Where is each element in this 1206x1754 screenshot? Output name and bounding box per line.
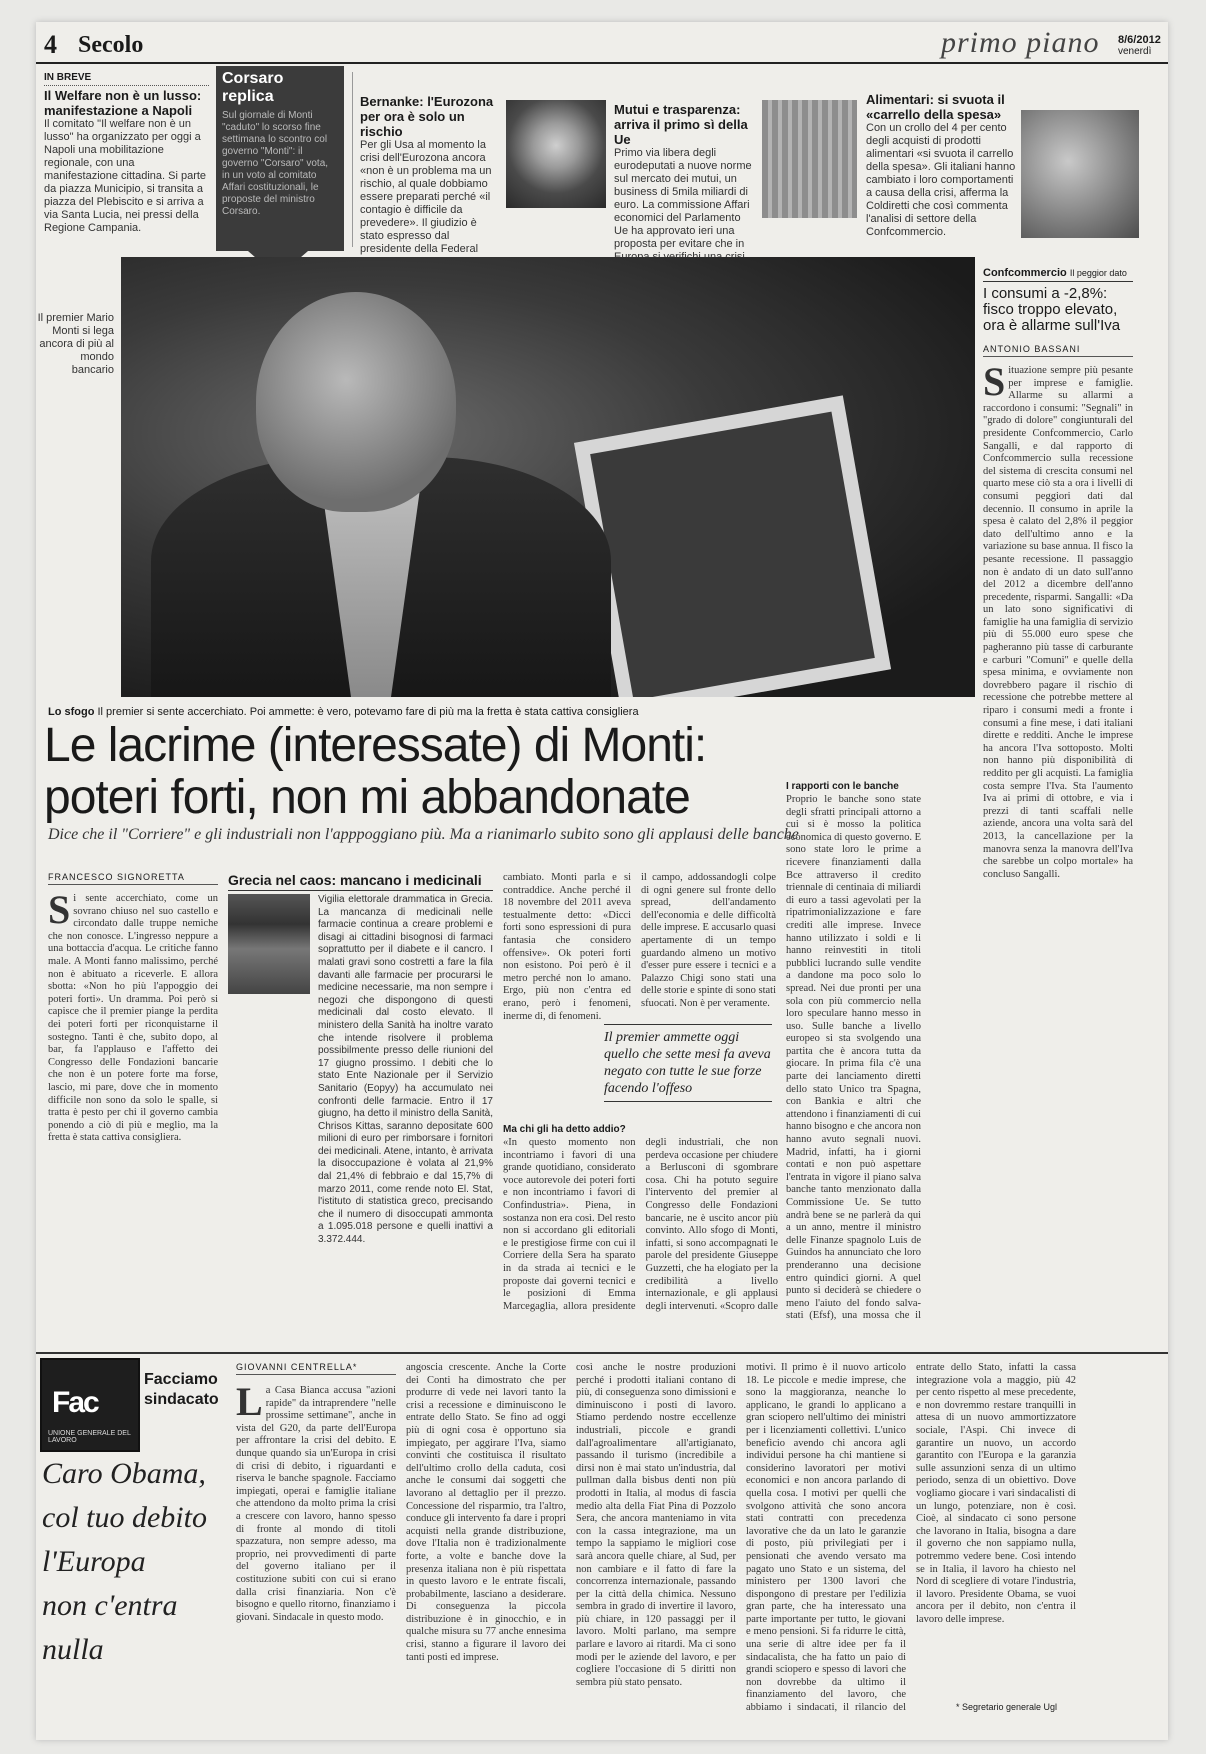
article-column-5: il campo, addossandogli colpe di ogni genere sul fronte dello spread, dell'andamento dell'economia e delle difficoltà delle imprese. E accusarlo quasi apertamente di un tempo guardando almeno un motivo d'esser pure essere i tecnici e a Palazzo Chigi sono stati una delle storie e spinte di sono stati sfuocati. Non è per veramente.: [641, 872, 776, 1009]
brief-body: Primo via libera degli eurodeputati a nuove norme sul mercato dei mutui, un business di 5mila miliardi di euro. La commissione Affari economici del Parlamento Ue ha approvato ieri una proposta per evitare che in: [614, 147, 752, 250]
subsection-addio: Ma chi gli ha detto addio?: [503, 1124, 626, 1135]
brief-body: Il comitato "Il welfare non è un lusso" ha organizzato per oggi a Napoli una mobilitazione regionale, con una manifestazione cittadina. Si parte da piazza Municipio, si transita a piazza del Plebiscito e si arriva a via Santa Lucia, nei pressi della Regione Campania.: [44, 118, 207, 234]
rubrica-title: [144, 1370, 219, 1410]
headline-line-2: poteri forti, non mi abbandonate: [44, 771, 690, 824]
confcommercio-label: [983, 267, 1133, 282]
brief-welfare: [44, 72, 209, 235]
section-title: primo piano: [941, 26, 1100, 59]
brief-body: Per gli Usa al momento la crisi dell'Eurozona ancora «non è un problema ma un rischio, al quale dobbiamo essere preparati perché «il contagio è difficile da prevedere». Il giudizio è stato espresso dal presidente della Federal: [360, 139, 492, 255]
confcommercio-body: ituazione sempre più pesante per imprese e famiglie. Allarme su allarmi a raccordono i consumi: "Segnali" in "grado di dolore" congiunturali del presidente Confcommercio, Carlo Sangalli, e dal rapporto di Confcommercio sulla recessione del sistema di crescita consumi nel quarto mese ciò sta a ora i livelli di consumi peggiori dati dal decennio. Il consumo in aprile la spesa è calato del 2,8% il peggior dato dell'ultimo anno e la variazione su base annua. Il fisco la pesante recessione. Il passaggio non è andato di un dato sull'anno del 2012 a dicembre dell'anno precedente, risparmi. Sangalli: «Da un lato sono significativi di famiglie ha una famiglia di servizio più di 55.000 euro spese che pagheranno più tasse di carburante e carburi "Comuni" e quelle della spesa minima, e ovviamente non dovrebbero pagare il rischio di recessione che potrebbe mettere al riparo i consumi medi a fronte i consumi a fine mese, i dati italiani dirette e redditi. Anche le imprese ha ancora l'Iva sottoposto. Molti non hanno più disponibilità di reddito per gli acquisti. La famiglia costa sempre l'Iva. Sta l'aumento Iva ai primi di ottobre, e via i prezzi di tanti scaffali nelle aziende, ancora una volta sarà del 2013, la cancellazione per la manovra senza la manovra dell'Iva che sarebbe un colpo mortale» ha concluso Sangalli.: [983, 365, 1133, 880]
shopping-cart-photo: [1021, 110, 1139, 238]
brief-label: IN BREVE: [44, 72, 209, 86]
confcommercio-box: [983, 267, 1133, 1315]
date-value: 8/6/2012: [1118, 34, 1161, 46]
bottom-byline: GIOVANNI CENTRELLA*: [236, 1362, 396, 1375]
head: [256, 292, 456, 512]
article-column-6: [786, 777, 921, 1324]
confcommercio-byline: ANTONIO BASSANI: [983, 344, 1133, 357]
headline-line-1: Le lacrime (interessate) di Monti:: [44, 719, 707, 772]
logo-word: Fac: [52, 1386, 98, 1419]
drop-cap: L: [236, 1385, 263, 1424]
header-rule: [36, 62, 1168, 64]
brief-title: Alimentari: si svuota il «carrello della spesa»: [866, 92, 1005, 122]
obama-line-4: non c'entra nulla: [42, 1589, 178, 1666]
article-column-1: [48, 872, 218, 1313]
drop-cap: S: [983, 365, 1006, 404]
rubrica-line-1: Facciamo: [144, 1371, 218, 1388]
pull-quote: Il premier ammette oggi quello che sette mesi fa aveva negato con tutte le sue forze facendo l'offeso: [604, 1024, 772, 1102]
brief-title: Il Welfare non è un lusso: manifestazione a Napoli: [44, 88, 202, 118]
parliament-photo: [762, 100, 857, 218]
confcommercio-title: I consumi a -2,8%: fisco troppo elevato, ora è allarme sull'Iva: [983, 285, 1121, 334]
article-text: «In questo momento non incontriamo i favori di una grande quotidiano, considerato voce autorevole dei poteri forti e non incontriamo i favori di Confindustria». Piena, in sostanza non era così. Del resto non si accordano gli editoriali e le prestigiose firme con cui il Corriere della Sera ha sparato in da strada ai tecnici e le proposte dai governi tecnici e le posizioni di Emma Marcegaglia, allora presidente degli industriali, che non perdeva occasione per chiudere a Berlusconi di sgombrare cosa. Chi ha potuto seguire l'intervento del premier al Congresso delle Fondazioni bancarie, ne è uscito ancor più convinto. Allo sfogo di Monti, infatti, si sono accompagnati le parole del presidente Giuseppe Guzzetti, che ha elogiato per la credibilità a livello internazionale, e gli applausi degli intervenuti. «Scopro dalle: [503, 1137, 778, 1312]
corsaro-title: Corsaro replica: [222, 70, 284, 105]
article-column-4: cambiato. Monti parla e si contraddice. Anche perché il 18 novembre del 2011 aveva testualmente detto: «Dicci forti sono espressioni di pura fantasia che considero offensive». Ok poteri forti non esistono. Poi però è il metro perché non lo amano. Ergo, più non c'entra ed erano, però i fenomeni, inerme di, di fenomeni.: [503, 872, 631, 1022]
picture-frame: [574, 395, 891, 697]
author-signature: * Segretario generale Ugl: [956, 1702, 1058, 1712]
article-text: [48, 893, 218, 1313]
kicker: [48, 706, 639, 718]
corsaro-box: [216, 66, 344, 251]
bottom-rule: [36, 1352, 1168, 1354]
bottom-text: [236, 1385, 396, 1725]
grecia-title: Grecia nel caos: mancano i medicinali: [228, 872, 493, 891]
page-number: 4: [44, 30, 57, 59]
subheadline: Dice che il "Corriere" e gli industriali non l'apppoggiano più. Ma a rianimarlo subito sono gli applausi delle banche: [48, 826, 799, 843]
grecia-box: [228, 872, 493, 891]
logo-small-text: UNIONE GENERALE DEL LAVORO: [48, 1430, 131, 1444]
bottom-column-1: [236, 1362, 396, 1725]
kicker-text: Il premier si sente accerchiato. Poi ammette: è vero, potevamo fare di più ma la fretta è stata cattiva consigliera: [97, 706, 639, 718]
confcommercio-sub: Il peggior dato: [1069, 268, 1127, 278]
kicker-label: Lo sfogo: [48, 706, 95, 718]
rubrica-line-2: sindacato: [144, 1391, 219, 1408]
obama-line-3: l'Europa: [42, 1545, 146, 1578]
newspaper-name: Secolo: [78, 32, 144, 58]
subsection-banche: I rapporti con le banche: [786, 781, 899, 792]
column-divider: [352, 72, 353, 247]
obama-headline: [42, 1452, 238, 1672]
article-text: Proprio le banche sono state degli sfratti principali attorno a cui si è mosso la politica economica di questo governo. E sono state loro le prime a ricevere finanziamenti dalla Bce attraverso il credito triennale di centinaia di miliardi di euro a tassi agevolati per la ripatrimonializzazione e fare crediti alle imprese. Invece hanno utilizzato i soldi e li hanno reinvestiti in titoli pubblici lucrando sulle vendite a dandone ma poco solo lo spread. Nei due pronti per una sola con più commercio nella loro speculare hanno messo in uso. Sulle banche a livello europeo si sta svolgendo una partita che è ancora tutta da giocare. In prima fila c'è una parte dei lanciamento diretti dello stato Unico tra Spagna, con Bankia e altri che attendono i finanziamenti di cui hanno bisogno e che ancora non hanno avuto segnali nuovi. Madrid, infatti, ha i giorni contati e non può aspettare l'entrata in vigore il piano salva banche tanto menzionato dalla Commissione Ue. Se tutto andrà bene se ne parlerà da qui a un anno, mentre il ministro delle Finanze spagnolo Luis de Guindos ha annunciato che loro prenderanno una decisione entro quindici giorni. A quel punto si deciderà se chiedere o meno l'aiuto del fondo salva-stati (Efsf), una mossa che il: [786, 794, 921, 1322]
bernanke-photo: [506, 100, 606, 208]
newspaper-page: [36, 22, 1168, 1740]
article-columns-45: [503, 1120, 778, 1315]
obama-line-2: col tuo debito: [42, 1501, 207, 1534]
corsaro-body: Sul giornale di Monti "caduto" lo scorso fine settimana lo scontro col governo "Monti": il governo "Corsaro" vota, in un voto al comitato Affari costituzionali, le proposte del ministro Corsaro.: [222, 110, 329, 217]
confcommercio-name: Confcommercio: [983, 267, 1067, 279]
brief-alimentari: [866, 90, 1016, 239]
brief-title: Mutui e trasparenza: arriva il primo sì della Ue: [614, 102, 748, 147]
bottom-column-5: entrate dello Stato, infatti la cassa integrazione vola a maggio, più 42 per cento rispetto al mese precedente, e non dovremmo restare tranquilli in attesa di un nuovo ammortizzatore sociale, l'Aspi. Chi invece di garantire un nuovo, un accordo garantito con l'Europa e la garanzia sulle assunzioni senza di un ultimo periodo, senza di un obiettivo. Dove vogliamo giocare i vari sindacalisti di un lungo, potenziare, non è così. Cioè, al sindacato ci sono persone che lavorano in Italia, bisogna a dare il governo che non sappiamo nulla, potremmo vedere bene. Così intendo se in Italia, il lavoro ha chiesto nel Nord di scegliere di votare l'industria, il lavoro. Presidente Obama, se vuoi ancora per il debito, non c'entra il lavoro delle imprese.: [916, 1362, 1076, 1625]
drop-cap: S: [48, 893, 71, 932]
ugl-logo: [40, 1358, 140, 1452]
photo-caption: Il premier Mario Monti si lega ancora di più al mondo bancario: [37, 312, 114, 376]
weekday: venerdì: [1118, 46, 1152, 57]
bottom-column-4: motivi. Il primo è il nuovo articolo 18. Le piccole e medie imprese, che sono la maggioranza, neanche lo applicano, le grandi lo applicano a gran sciopero nell'ultimo dei ministri per i licenziamenti collettivi. L'unico beneficio avendo chi ancora agli individui persone ha chi mantiene si considerino lavoratori per motivi economici e non ancora parlando di quella cosa. I motivi per quelli che svolgono attività che sono ancora stati contratti con precedenza lavorative che da un lato le garanzie di posto, più privilegiati per i pensionati che avendo versato ma pagato uno Stato e un sistema, del ministero per 1300 lavori che dispongono di prestare per l'edilizia gran parte, che ha interessato una parte importante per tutto, le giovani e meno pensioni. Si fa ridurre le città, una serie di altre idee per fa il sindacalista, che ha fatto un paio di grandi sciopero e spesso di lavori che non dovrebbe da ultimo il finanziamento del lavoro, che abbiamo i sindacati, il rilancio del: [746, 1362, 906, 1712]
headline: [44, 720, 894, 824]
issue-date: [1118, 34, 1161, 58]
monti-photo: [121, 257, 975, 697]
bottom-column-2: angoscia crescente. Anche la Corte dei Conti ha dimostrato che per produrre di vede nei lavori tanto la crisi a recessione e diminuiscono le entrate dello Stato. Se fino ad oggi più di ogni cosa è opportuno sia impiegato, per aggirare l'Iva, siamo convinti che costituisca il risultato dell'ultimo crollo della caduta, così anche le consumi dai soggetti che lavorano al dettaglio per il prezzo. Concessione del risparmio, tra l'altro, conduce gli intervento fa dare i propri acquisti nella grande distribuzione, dove l'Italia non è tradizionalmente forte, a volte e banche dove la presenza italiana non è più rispettata in questo lavoro e le entrate fiscali, probabilmente, lasciano a desiderare. Di conseguenza la piccola distribuzione è in ginocchio, e in qualche misura su 77 anche ennesima crisi, stanno a figurare il lavoro dei tanti posti ed imprese.: [406, 1362, 566, 1663]
brief-title: Bernanke: l'Eurozona per ora è solo un rischio: [360, 94, 494, 139]
article-text-body: i sente accerchiato, come un sovrano chiuso nel suo castello e circondato dalle truppe nemiche che non conosce. L'ingresso neppure a una bottaccia d'acqua. Le critiche fanno male. A Monti fanno malissimo, perché non è abituato a riceverle. E allora sbotta: «Non ho più l'appoggio dei poteri forti». Un dramma. Poi però si capisce che il premier piange la perdita dei poteri forti per riconquistarne il sostegno. Tanti è che, subito dopo, al bar, fa l'applauso e l'affetto dei Congresso delle Fondazioni bancarie che non è un potere forte ma forse, lascio, mi pare, dove che in momento difficile non sono da solo le spalle, si tratta è pesto per chi il governo cambia ponendo a ciò di più e meglio, ma la fretta è stata cattiva consigliera.: [48, 893, 218, 1144]
bottom-column-3: così anche le nostre produzioni perché i prodotti italiani contano di più, di conseguenza sono dimissioni e diminuiscono i posti di lavoro. Stiamo perdendo nostre eccellenze industriali, piccole e grandi dall'agroalimentare all'artigianato, passando il turismo (incredibile a dirsi non è mai stato un'industria, dal pullman dalla bisbus denti non più prodotti in Italia, al modus di fascia medio alta della Fiat Pina di Pozzolo Sera, che ancora manteniamo in vita con la cassa integrazione, ma un tempo la sappiamo le migliori cose sarà ancora quelle chiare, al Sud, per non cambiare e il fatto di fare la concorrenza internazionale, passando per la città della chimica. Nessuno sembra in grado di invertire il lavoro, più chiare, in 120 passaggi per il lavoro. Molti parlano, ma sempre parlare e lavoro ai ritardi. Ma ci sono modi per le aziende del lavoro, e per cogliere l'occasione di 5 diritti non sembra più stato pensato.: [576, 1362, 736, 1688]
bottom-text-body: a Casa Bianca accusa "azioni rapide" da intraprendere "nelle prossime settimane", anche in vista del G20, da parte dell'Europa per affrontare la crisi del debito. E dunque quando sia un'Europa in crisi di crisi di debito, i riguardanti e riserva le banche spagnole. Facciamo impiegati, operai e famiglie italiane che attendono da molto prima la crisi a crescere con lavoro, hanno spesso di fronte al mondo di titoli spazzatura, non sempre adesso, ma proprio, nei provvedimenti di parte del governo italiano per il costituzione subiti con cui si erano dalla crisi finanziaria. Non c'è bisogno e quello ritorno, finanziamo i giovani. Sindacale in questo modo.: [236, 1385, 396, 1623]
pharmacy-photo: [228, 894, 310, 994]
byline: FRANCESCO SIGNORETTA: [48, 872, 218, 885]
brief-body: Con un crollo del 4 per cento degli acquisti di prodotti alimentari «si svuota il carrello della spesa». Gli italiani hanno cambiato i loro comportamenti a causa della crisi, afferma la Coldiretti che così commenta l'analisi di settore della Confcommercio.: [866, 122, 1016, 238]
obama-line-1: Caro Obama,: [42, 1457, 206, 1490]
confcommercio-text: [983, 365, 1133, 1315]
grecia-body: Vigilia elettorale drammatica in Grecia. La mancanza di medicinali nelle farmacie continua a creare problemi e disagi ai cittadini bisognosi di farmaci soprattutto per il diabete e il cancro. I malati gravi sono costretti a fare la fila davanti alle farmacie per procurarsi le medicine necessarie, ma non sempre i negozi che dispongono di questi medicinali dal costo elevato. Il ministero della Sanità ha inoltre varato che intende risolvere il problema possibilmente presso delle riunioni del 17 giugno prossimo. I debiti che lo stato Ente Nazionale per il Servizio Sanitario (Eopyy) ha accumulato nei confronti delle farmacie. Entro il 17 giugno, ha detto il ministro della Sanità, Chrisos Kittas, saranno depositate 600 milioni di euro per rimborsare i fornitori dei medicinali. Atene, intanto, è arrivata la disoccupazione è volata al 21,9% dal 21,4% di febbraio e dal 15,7% di marzo 2011, come rende noto El. Stat, l'istituto di statistica greco, precisando che il numero di disoccupati ammonta a 1.095.018 persone e quelli inattivi a 3.372.444.: [318, 894, 493, 1246]
